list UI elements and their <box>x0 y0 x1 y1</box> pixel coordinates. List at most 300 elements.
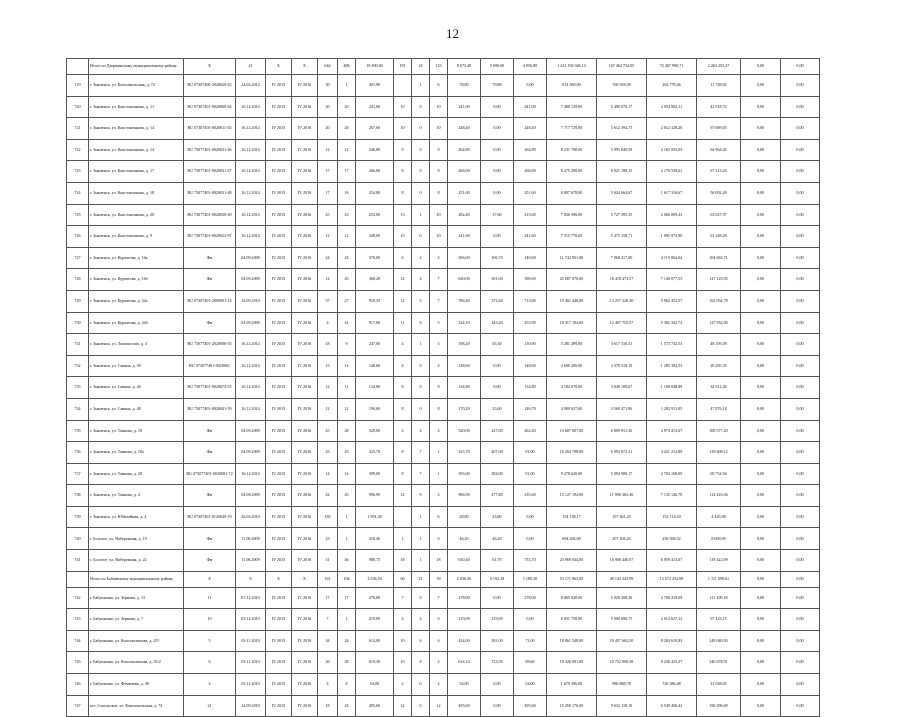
table-cell: 0,00 <box>781 377 820 399</box>
table-cell: IV 2016 <box>292 550 318 572</box>
table-cell: 1 <box>338 609 356 631</box>
table-cell: 0 <box>412 182 430 204</box>
table-cell: 12 <box>318 226 338 248</box>
table-row <box>67 334 820 356</box>
table-cell: RU 73077401-0020031-48 <box>184 182 236 204</box>
table-cell: 26.04.2010 <box>236 506 266 528</box>
table-cell: г. Знаменск, ул. Танкова, д. 20 <box>89 463 184 485</box>
table-cell: RU 07307401-0020011-45 <box>184 118 236 140</box>
table-cell: 21 <box>236 59 266 75</box>
table-cell: 0,00 <box>514 609 547 631</box>
table-cell: IV 2015 <box>266 528 292 550</box>
table-cell: 67 213,24 <box>697 161 741 183</box>
table-cell: 10 <box>430 226 448 248</box>
table-cell: 372,40 <box>481 290 514 312</box>
table-cell: 88,60 <box>514 652 547 674</box>
table-cell: 12 <box>318 398 338 420</box>
table-cell: 8 <box>394 442 412 464</box>
table-cell: 0,00 <box>781 161 820 183</box>
table-cell: 0,00 <box>741 420 781 442</box>
table-cell: 0,00 <box>481 377 514 399</box>
table-cell: 14 <box>338 355 356 377</box>
table-cell: 170,20 <box>448 398 481 420</box>
table-cell: 12 <box>394 485 412 507</box>
table-cell: 2 <box>430 247 448 269</box>
table-cell: 134,80 <box>356 377 394 399</box>
table-cell: 0 <box>412 398 430 420</box>
table-cell: 741 <box>67 550 89 572</box>
table-cell: 7 <box>412 463 430 485</box>
table-cell: 5 <box>184 630 236 652</box>
table-cell: 4 <box>318 312 338 334</box>
table-cell: 0,00 <box>741 463 781 485</box>
table-cell: 18 <box>430 550 448 572</box>
table-cell: 1 <box>430 463 448 485</box>
table-cell: г. Бабушкино, ул. Константинова, д. 35/2 <box>89 652 184 674</box>
table-cell: IV 2015 <box>266 355 292 377</box>
table-cell: 744 <box>67 630 89 652</box>
table-cell: 251,60 <box>448 182 481 204</box>
table-row <box>67 161 820 183</box>
table-row <box>67 312 820 334</box>
table-cell: Х <box>292 59 318 75</box>
table-cell: 248,00 <box>356 226 394 248</box>
table-cell: 10 <box>394 226 412 248</box>
table-cell: 4 900 637,00 <box>547 398 597 420</box>
table-cell: 1 991,30 <box>356 506 394 528</box>
table-cell: 301,00 <box>481 269 514 291</box>
table-cell: 725 <box>67 204 89 226</box>
table-cell: 11 <box>338 377 356 399</box>
table-cell: 16.12.2014 <box>236 139 266 161</box>
table-cell: 713,90 <box>514 290 547 312</box>
table-cell: 215,00 <box>514 204 547 226</box>
table-cell: 724 <box>67 182 89 204</box>
table-cell: 17 <box>338 161 356 183</box>
table-cell: 10 752 096,38 <box>597 652 647 674</box>
table-cell: RU 73077401-0020041-59 <box>184 398 236 420</box>
table-cell: 4 <box>412 420 430 442</box>
table-cell: 9 632 118,10 <box>597 695 647 717</box>
table-cell: IV 2016 <box>292 312 318 334</box>
table-cell: 1 111 098,61 <box>697 571 741 587</box>
table-cell: 13 <box>394 204 412 226</box>
table-cell: 0,00 <box>741 550 781 572</box>
table-cell: 2 <box>394 674 412 696</box>
table-cell: 16.12.2014 <box>236 182 266 204</box>
table-cell: 434,00 <box>448 630 481 652</box>
table-cell: 18 <box>394 550 412 572</box>
table-cell: 9 230 425,37 <box>647 652 697 674</box>
table-cell: 7 <box>430 290 448 312</box>
table-cell: 3 560 471,86 <box>597 398 647 420</box>
table-cell: 1 180,30 <box>514 571 547 587</box>
table-cell: 0,00 <box>781 609 820 631</box>
table-cell: IV 2016 <box>292 695 318 717</box>
table-cell: 10 <box>394 118 412 140</box>
table-cell: г. Знаменск, ул. Константкнова, д. 20 <box>89 204 184 226</box>
table-cell: 14 <box>318 463 338 485</box>
table-cell: 34 <box>318 630 338 652</box>
table-cell: 17 <box>318 587 338 609</box>
table-cell: г. Знаменск, ул. Курчатова, д. 16б <box>89 269 184 291</box>
table-cell: г. Бологое, ул. Набережная, д. 19 <box>89 528 184 550</box>
table-cell: 370,00 <box>356 247 394 269</box>
table-cell: 266,00 <box>356 161 394 183</box>
table-cell: 25 <box>318 442 338 464</box>
table-cell: 14.09.2010 <box>236 290 266 312</box>
table-cell: IV 2016 <box>292 652 318 674</box>
table-cell: 2 914 627,12 <box>647 609 697 631</box>
table-cell: 8 <box>394 398 412 420</box>
table-cell: 4 <box>184 674 236 696</box>
table-cell: 18 <box>318 695 338 717</box>
table-cell: 12 <box>394 269 412 291</box>
table-cell: 8 673,40 <box>448 59 481 75</box>
table-cell: IV 2016 <box>292 528 318 550</box>
table-cell: 8 <box>394 463 412 485</box>
table-cell: 5 094 908,17 <box>597 463 647 485</box>
table-cell: IV 2016 <box>292 377 318 399</box>
table-cell: IV 2016 <box>292 226 318 248</box>
table-cell: 16.12.2014 <box>236 355 266 377</box>
table-row <box>67 226 820 248</box>
table-cell: 148,60 <box>448 355 481 377</box>
table-cell: 264,80 <box>448 139 481 161</box>
table-cell: 0,00 <box>781 182 820 204</box>
table-cell: 0,00 <box>781 96 820 118</box>
table-cell: 54,00 <box>448 674 481 696</box>
table-cell: 10 264 798,00 <box>547 442 597 464</box>
table-cell: 8 204 610,83 <box>647 630 697 652</box>
table-cell: 0 <box>412 96 430 118</box>
table-row <box>67 139 820 161</box>
table-cell <box>394 75 412 97</box>
table-cell: 25 687 070,00 <box>547 269 597 291</box>
table-cell: 65,30 <box>481 334 514 356</box>
table-cell: 0,00 <box>781 506 820 528</box>
table-cell: 15 <box>318 355 338 377</box>
table-cell: Фм <box>184 442 236 464</box>
table-cell: 10 <box>394 630 412 652</box>
table-cell: IV 2015 <box>266 442 292 464</box>
table-cell: 1 223 194 046,13 <box>547 59 597 75</box>
table-cell: 0,00 <box>741 269 781 291</box>
table-cell: IV 2015 <box>266 118 292 140</box>
table-cell: 11.06.2009 <box>236 528 266 550</box>
table-cell: 729 <box>67 290 89 312</box>
table-cell: 8 <box>430 398 448 420</box>
table-cell: 11 990 363,36 <box>597 485 647 507</box>
table-cell: 03.11.2010 <box>236 630 266 652</box>
table-cell: 241,60 <box>514 226 547 248</box>
table-cell: 735 <box>67 420 89 442</box>
table-cell: 0 <box>412 118 430 140</box>
table-cell: 6 021 198,15 <box>597 161 647 183</box>
table-cell: 9 <box>412 485 430 507</box>
table-cell: RU 07307401-0120040-19 <box>184 506 236 528</box>
table-cell: 477,80 <box>481 485 514 507</box>
table-cell: 0,00 <box>741 334 781 356</box>
table-cell: 79,80 <box>481 75 514 97</box>
table-cell: 1 <box>338 528 356 550</box>
table-cell: 251,60 <box>514 182 547 204</box>
table-cell: 12 407 755,57 <box>597 312 647 334</box>
table-cell: 18 418 473,57 <box>597 269 647 291</box>
table-cell: 282,40 <box>448 204 481 226</box>
table-cell: 0,00 <box>781 463 820 485</box>
table-cell: 19 461 446,00 <box>547 290 597 312</box>
table-cell: 46,20 <box>448 528 481 550</box>
table-cell: 614,14 <box>448 652 481 674</box>
table-cell: 37 <box>318 290 338 312</box>
table-cell: 986 868,78 <box>597 674 647 696</box>
table-cell: 8 065 020,00 <box>547 587 597 609</box>
table-cell: 0,00 <box>481 587 514 609</box>
table-cell: IV 2016 <box>292 674 318 696</box>
table-cell: Фм <box>184 420 236 442</box>
table-cell: 16.12.2014 <box>236 226 266 248</box>
table-cell: 0,00 <box>781 75 820 97</box>
table-cell: 730 <box>67 312 89 334</box>
table-cell: 4 <box>394 609 412 631</box>
table-cell: 248,40 <box>448 118 481 140</box>
table-cell: 46,20 <box>481 528 514 550</box>
table-cell: 0,00 <box>781 247 820 269</box>
table-cell: 284,00 <box>481 463 514 485</box>
table-cell: 2 263 253,27 <box>697 59 741 75</box>
table-cell: 727 <box>67 247 89 269</box>
table-cell: IV 2015 <box>266 377 292 399</box>
table-cell: RU 73077401-0020031-47 <box>184 161 236 183</box>
table-cell: IV 2016 <box>292 139 318 161</box>
table-cell: 25 <box>318 420 338 442</box>
table-row <box>67 398 820 420</box>
table-cell: 1 617 316,67 <box>647 182 697 204</box>
table-cell: 1 <box>338 506 356 528</box>
table-cell: 197 461,25 <box>597 506 647 528</box>
table-cell: 6 <box>412 630 430 652</box>
table-cell: 4 <box>412 609 430 631</box>
table-cell: 12 <box>338 226 356 248</box>
table-cell: 1 282 911,05 <box>647 398 697 420</box>
table-cell: 24 <box>338 630 356 652</box>
table-cell: IV 2016 <box>292 398 318 420</box>
table-cell: 2 066 009,43 <box>647 204 697 226</box>
table-cell: 8 <box>430 161 448 183</box>
table-row <box>67 377 820 399</box>
table-cell: 7 515 770,00 <box>547 226 597 248</box>
table-row <box>67 269 820 291</box>
table-cell: 4 <box>318 674 338 696</box>
table-cell: 0,00 <box>781 269 820 291</box>
table-cell: 241,00 <box>448 96 481 118</box>
table-cell: 14 <box>338 463 356 485</box>
table-cell: 8 <box>430 182 448 204</box>
table-row <box>67 420 820 442</box>
table-cell: IV 2016 <box>292 485 318 507</box>
table-row <box>67 247 820 269</box>
table-cell: 91,00 <box>514 442 547 464</box>
table-cell: 5 382 342,74 <box>647 312 697 334</box>
table-cell: 1 <box>338 75 356 97</box>
table-cell: IV 2016 <box>292 420 318 442</box>
table-cell: 104 <box>338 571 356 587</box>
table-cell: 721 <box>67 118 89 140</box>
table-cell: 21 <box>184 695 236 717</box>
table-cell: 0 <box>430 528 448 550</box>
table-cell: 0,00 <box>741 290 781 312</box>
table-cell: 23 <box>338 204 356 226</box>
table-cell: 20 <box>338 118 356 140</box>
table-cell: 5 <box>430 312 448 334</box>
table-cell: 495,60 <box>356 695 394 717</box>
table-cell: 12 <box>318 139 338 161</box>
table-cell: IV 2015 <box>266 226 292 248</box>
table-cell: 119 <box>67 75 89 97</box>
table-cell: 8 275 290,00 <box>547 161 597 183</box>
table-cell: 0,00 <box>481 355 514 377</box>
table-cell: 407,00 <box>481 442 514 464</box>
table-row <box>67 630 820 652</box>
table-cell: 5 281 499,00 <box>547 334 597 356</box>
table-cell: 0 192,18 <box>481 571 514 587</box>
table-group-row <box>67 571 820 587</box>
table-cell: 1 679 396,00 <box>547 674 597 696</box>
table-cell: 0,00 <box>781 630 820 652</box>
table-cell: IV 2015 <box>266 139 292 161</box>
table-cell: 254,80 <box>356 182 394 204</box>
table-cell: 0,00 <box>741 630 781 652</box>
table-cell: 7 <box>394 587 412 609</box>
table-cell: г. Знаменск, ул. Савина, д. 48 <box>89 398 184 420</box>
table-cell: 23,60 <box>481 398 514 420</box>
table-cell: 23,80 <box>481 506 514 528</box>
table-cell: 610,30 <box>356 652 394 674</box>
table-cell: 26 295,35 <box>697 355 741 377</box>
table-cell: 917,00 <box>356 312 394 334</box>
table-cell: 21 028,05 <box>697 674 741 696</box>
table-cell: 30 <box>318 75 338 97</box>
table-cell: 10 <box>394 96 412 118</box>
table-cell: RU 07307401-2009001-14 <box>184 290 236 312</box>
table-cell: 5 624 664,67 <box>597 182 647 204</box>
table-cell: 0,00 <box>781 420 820 442</box>
table-cell: 04.08.2009 <box>236 485 266 507</box>
table-cell: 207 204,43 <box>597 528 647 550</box>
table-cell: 0,00 <box>514 75 547 97</box>
table-cell: 0,00 <box>481 161 514 183</box>
table-cell: IV 2016 <box>292 630 318 652</box>
table-cell: 140,00 <box>514 247 547 269</box>
table-cell: 5 612 394,75 <box>597 118 647 140</box>
table-cell: 24.09.2010 <box>236 695 266 717</box>
table-cell: 1 100 048,89 <box>647 377 697 399</box>
table-cell: 26 <box>318 652 338 674</box>
table-cell: 5 080 690,75 <box>597 609 647 631</box>
table-cell: 241,00 <box>514 96 547 118</box>
table-cell: 2 <box>412 247 430 269</box>
table-cell: IV 2015 <box>266 652 292 674</box>
table-cell: 6 809 931,36 <box>597 420 647 442</box>
table-cell: 72 467 990,71 <box>647 59 697 75</box>
table-cell: 04.09.2009 <box>236 247 266 269</box>
table-cell: 740 <box>67 528 89 550</box>
table-cell: 0,00 <box>781 674 820 696</box>
table-cell: 520,00 <box>448 420 481 442</box>
table-cell: 60 <box>394 571 412 587</box>
table-cell: 16.12.2014 <box>236 377 266 399</box>
table-cell: 0,00 <box>781 204 820 226</box>
table-cell: 0,00 <box>514 528 547 550</box>
table-cell: 4 <box>394 334 412 356</box>
table-cell: 2 706 318,69 <box>647 587 697 609</box>
table-cell: IV 2015 <box>266 506 292 528</box>
table-cell: 256 568,52 <box>647 528 697 550</box>
table-cell: г. Бологое, ул. Набережная, д. 22 <box>89 550 184 572</box>
table-cell: IV 2016 <box>292 587 318 609</box>
table-cell: 5 993 840,59 <box>597 139 647 161</box>
table-cell: 3 378 518,19 <box>597 355 647 377</box>
table-cell: 2 <box>430 674 448 696</box>
table-cell: г. Знаменск, ул. Танкова, д. 18а <box>89 442 184 464</box>
table-cell: 10 <box>430 204 448 226</box>
table-cell: 4 973 413,67 <box>647 420 697 442</box>
table-cell: 262,40 <box>514 420 547 442</box>
table-cell: 0,00 <box>781 571 820 587</box>
table-cell: 3 <box>430 334 448 356</box>
table-cell: 5 690,00 <box>481 59 514 75</box>
table-cell: 736 <box>67 442 89 464</box>
table-cell: 723,50 <box>481 652 514 674</box>
table-cell: Фм <box>184 528 236 550</box>
table-cell: 10 <box>394 652 412 674</box>
table-cell: RU 73077401-0020074-55 <box>184 377 236 399</box>
table-cell: IV 2016 <box>292 442 318 464</box>
table-cell: 24 <box>338 247 356 269</box>
table-cell: 134,80 <box>448 377 481 399</box>
table-cell: 17 <box>338 587 356 609</box>
table-cell: 5 475 158,71 <box>597 226 647 248</box>
table-cell: IV 2015 <box>266 204 292 226</box>
table-cell: 78,80 <box>448 75 481 97</box>
table-cell: 123 <box>430 59 448 75</box>
table-cell: IV 2015 <box>266 587 292 609</box>
table-cell: 1 <box>394 528 412 550</box>
table-cell: 16 <box>338 182 356 204</box>
table-cell: 4 <box>394 355 412 377</box>
table-cell: 25 <box>318 204 338 226</box>
table-cell: г. Бабушкино, ул. Зернова, д. 13 <box>89 587 184 609</box>
table-cell: 2 036,50 <box>356 571 394 587</box>
table-cell: 15 127 194,00 <box>547 485 597 507</box>
table-row <box>67 355 820 377</box>
table-cell: 119 422,99 <box>697 550 741 572</box>
table-cell: IV 2015 <box>266 75 292 97</box>
table-cell: 248,40 <box>514 118 547 140</box>
table-cell: 581,00 <box>481 630 514 652</box>
table-cell: 6 <box>430 506 448 528</box>
table-cell: 7 488 129,00 <box>547 96 597 118</box>
table-cell: 0,00 <box>781 652 820 674</box>
table-row <box>67 118 820 140</box>
table-cell: 97 423,15 <box>697 609 741 631</box>
table-cell: 5 490 076,17 <box>597 96 647 118</box>
table-cell: 67 669,05 <box>697 118 741 140</box>
table-cell: 37,60 <box>481 204 514 226</box>
table-cell: г. Знаменск, ул. Константкнова, д. 14 <box>89 139 184 161</box>
table-cell: 0,00 <box>481 695 514 717</box>
